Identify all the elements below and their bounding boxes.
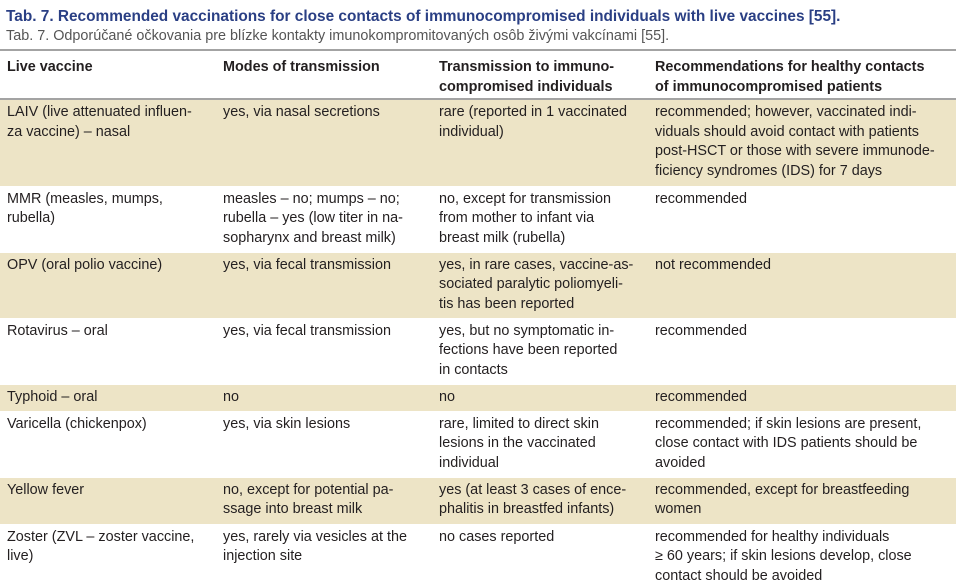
header-line: Modes of transmission <box>223 59 380 75</box>
cell-line: fections have been reported <box>439 342 618 358</box>
cell-transmission <box>432 99 648 186</box>
cell-line: no cases reported <box>439 528 555 545</box>
cell-live-vaccine <box>0 524 216 587</box>
cell-line: Zoster (ZVL – zoster vaccine, <box>7 528 195 545</box>
cell-line: recommended <box>655 190 747 207</box>
cell-recommendation <box>648 411 956 477</box>
cell-line: tis has been reported <box>439 295 575 312</box>
header-line: Live vaccine <box>7 59 93 75</box>
cell-transmission <box>432 477 648 524</box>
cell-transmission <box>432 411 648 477</box>
cell-line: yes, in rare cases, vaccine-as- <box>439 256 634 273</box>
cell-line: Rotavirus – oral <box>7 322 108 339</box>
cell-live-vaccine <box>0 318 216 384</box>
table-header-row <box>0 51 956 99</box>
cell-recommendation <box>648 477 956 524</box>
cell-line: yes, via fecal transmission <box>223 322 391 339</box>
cell-modes-of-transmission <box>216 524 432 587</box>
header-transmission-to-immunocompromised <box>432 51 648 99</box>
cell-line: za vaccine) – nasal <box>7 123 131 140</box>
cell-line: yes, via fecal transmission <box>223 256 391 273</box>
cell-line: recommended for healthy individuals <box>655 528 890 545</box>
table-row <box>0 318 956 384</box>
cell-line: LAIV (live attenuated influen- <box>7 104 192 120</box>
cell-line: not recommended <box>655 256 771 273</box>
cell-modes-of-transmission <box>216 411 432 477</box>
cell-line: Typhoid – oral <box>7 388 98 405</box>
cell-modes-of-transmission <box>216 252 432 318</box>
cell-line: yes (at least 3 cases of ence- <box>439 481 627 498</box>
cell-line: yes, via skin lesions <box>223 415 351 432</box>
cell-transmission <box>432 318 648 384</box>
cell-line: no, except for potential pa- <box>223 481 394 498</box>
cell-line: ssage into breast milk <box>223 501 363 517</box>
table-title-slovak: Tab. 7. Odporúčané očkovania pre blízke kontakty imunokompromitovaných osôb živými vakcínami [55]. <box>6 28 670 44</box>
cell-live-vaccine <box>0 477 216 524</box>
cell-line: sopharynx and breast milk) <box>223 229 396 246</box>
cell-transmission <box>432 186 648 252</box>
cell-line: close contact with IDS patients should be <box>655 435 918 451</box>
cell-line: individual) <box>439 123 504 140</box>
cell-recommendation <box>648 384 956 411</box>
cell-live-vaccine <box>0 252 216 318</box>
cell-line: post-HSCT or those with severe immunode- <box>655 143 935 159</box>
table-row <box>0 411 956 477</box>
cell-live-vaccine <box>0 99 216 186</box>
cell-recommendation <box>648 252 956 318</box>
cell-line: recommended <box>655 322 747 339</box>
cell-line: measles – no; mumps – no; <box>223 190 400 207</box>
header-modes-of-transmission <box>216 51 432 99</box>
header-live-vaccine <box>0 51 216 99</box>
cell-line: yes, but no symptomatic in- <box>439 322 615 339</box>
cell-line: MMR (measles, mumps, <box>7 190 163 207</box>
cell-line: no <box>223 388 240 405</box>
table-row <box>0 524 956 587</box>
cell-transmission <box>432 524 648 587</box>
cell-line: individual <box>439 454 500 471</box>
table-body <box>0 99 956 587</box>
cell-line: lesions in the vaccinated <box>439 435 596 451</box>
table-row <box>0 186 956 252</box>
cell-modes-of-transmission <box>216 186 432 252</box>
table-row <box>0 477 956 524</box>
cell-line: recommended; however, vaccinated indi- <box>655 104 917 120</box>
cell-modes-of-transmission <box>216 99 432 186</box>
header-recommendations <box>648 51 956 99</box>
cell-line: recommended, except for breastfeeding <box>655 481 910 498</box>
cell-transmission <box>432 384 648 411</box>
cell-line: Yellow fever <box>7 481 85 498</box>
cell-recommendation <box>648 186 956 252</box>
cell-line: contact should be avoided <box>655 567 823 584</box>
cell-line: live) <box>7 548 34 564</box>
cell-transmission <box>432 252 648 318</box>
cell-recommendation <box>648 99 956 186</box>
cell-modes-of-transmission <box>216 384 432 411</box>
table-title-english: Tab. 7. Recommended vaccinations for close contacts of immunocompromised individuals with live vaccines [55]. <box>6 8 841 25</box>
cell-line: OPV (oral polio vaccine) <box>7 256 163 273</box>
header-line: Transmission to immuno- <box>439 59 615 75</box>
cell-line: avoided <box>655 454 706 471</box>
cell-line: viduals should avoid contact with patients <box>655 123 919 140</box>
cell-line: yes, rarely via vesicles at the <box>223 528 407 545</box>
cell-line: from mother to infant via <box>439 210 595 226</box>
cell-line: ≥ 60 years; if skin lesions develop, close <box>655 548 912 564</box>
cell-live-vaccine <box>0 384 216 411</box>
cell-line: breast milk (rubella) <box>439 229 566 246</box>
header-line: of immunocompromised patients <box>655 78 883 95</box>
cell-line: rubella – yes (low titer in na- <box>223 210 403 226</box>
cell-line: rare (reported in 1 vaccinated <box>439 104 627 120</box>
cell-line: no <box>439 388 456 405</box>
cell-recommendation <box>648 524 956 587</box>
cell-live-vaccine <box>0 186 216 252</box>
cell-line: yes, via nasal secretions <box>223 104 380 120</box>
cell-modes-of-transmission <box>216 318 432 384</box>
cell-line: injection site <box>223 548 303 564</box>
cell-line: recommended; if skin lesions are present, <box>655 415 922 432</box>
cell-line: no, except for transmission <box>439 190 611 207</box>
table-caption <box>0 0 956 45</box>
cell-line: in contacts <box>439 361 508 378</box>
cell-recommendation <box>648 318 956 384</box>
cell-line: ficiency syndromes (IDS) for 7 days <box>655 162 883 179</box>
cell-line: rare, limited to direct skin <box>439 415 599 432</box>
cell-line: rubella) <box>7 210 55 226</box>
table-row <box>0 384 956 411</box>
cell-modes-of-transmission <box>216 477 432 524</box>
cell-line: phalitis in breastfed infants) <box>439 501 615 517</box>
header-line: Recommendations for healthy contacts <box>655 59 925 75</box>
table-row <box>0 252 956 318</box>
vaccination-table <box>0 51 956 587</box>
cell-line: recommended <box>655 388 747 405</box>
cell-line: sociated paralytic poliomyeli- <box>439 276 623 292</box>
table-row <box>0 99 956 186</box>
cell-line: women <box>655 501 702 517</box>
header-line: compromised individuals <box>439 78 613 95</box>
cell-live-vaccine <box>0 411 216 477</box>
cell-line: Varicella (chickenpox) <box>7 415 147 432</box>
